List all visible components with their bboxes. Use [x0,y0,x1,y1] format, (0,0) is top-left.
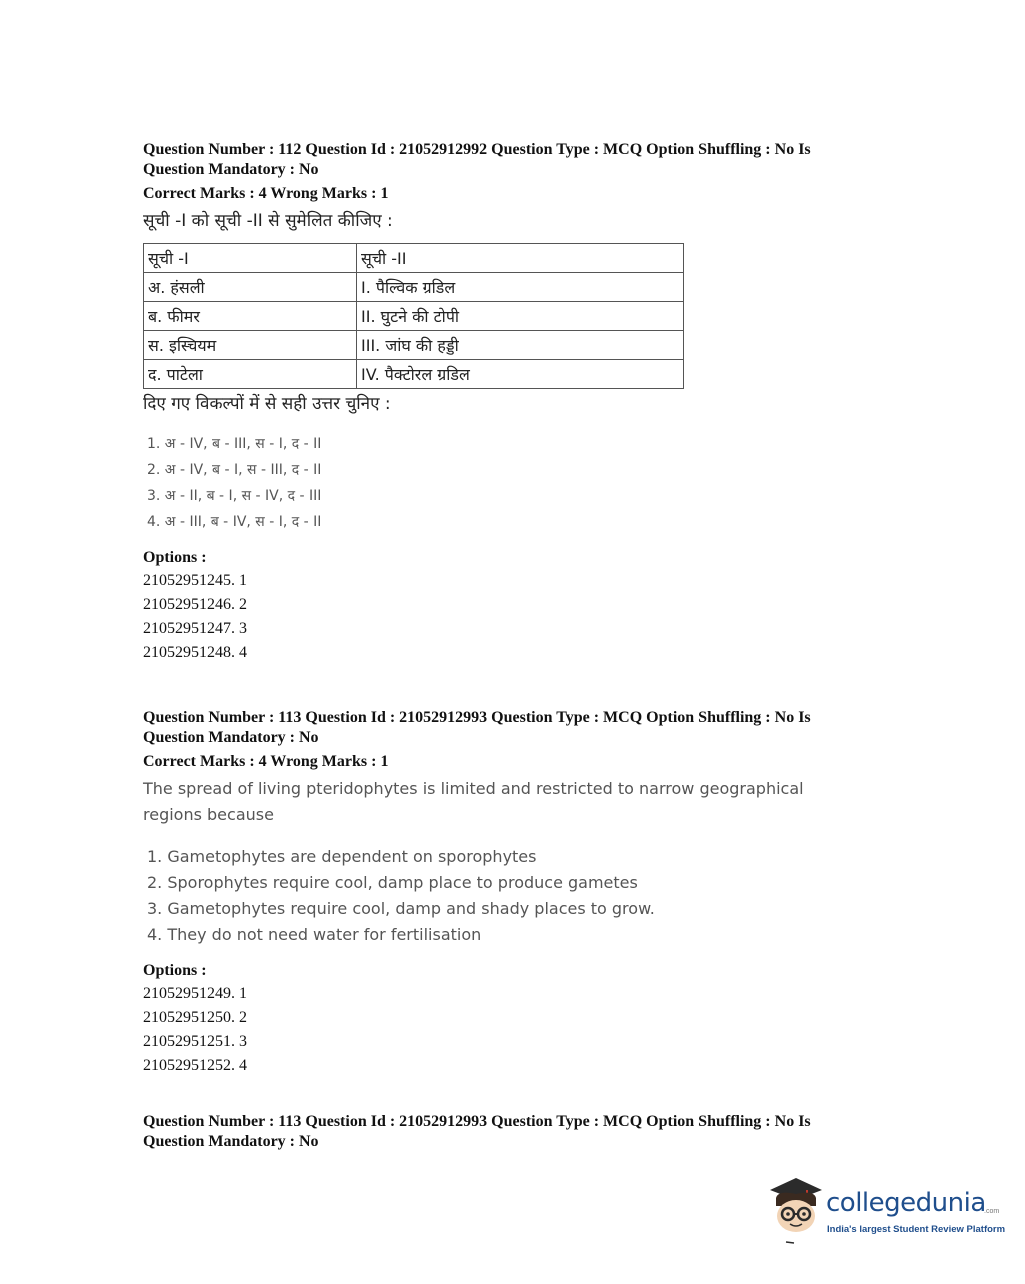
table-cell: IV. पैक्टोरल ग्रडिल [357,360,684,389]
answer-choice: 1. Gametophytes are dependent on sporophytes [147,847,537,866]
table-cell: ब. फीमर [144,302,357,331]
options-list [143,569,883,665]
matching-table [143,243,684,389]
option-item: 21052951249. 1 [143,985,247,1002]
question-text: The spread of living pteridophytes is limited and restricted to narrow geographical regions because [143,779,804,824]
option-item: 21052951250. 2 [143,1009,247,1026]
table-cell: सूची -II [357,244,684,273]
question-prompt: दिए गए विकल्पों में से सही उत्तर चुनिए : [143,394,391,414]
option-item: 21052951247. 3 [143,620,247,637]
collegedunia-logo[interactable] [766,1176,1006,1246]
question-113-repeat [143,1112,883,1152]
question-header-line2: Question Mandatory : No [143,1133,319,1150]
table-cell: II. घुटने की टोपी [357,302,684,331]
answer-choice: 2. अ - IV, ब - I, स - III, द - II [147,462,322,478]
option-item: 21052951252. 4 [143,1057,247,1074]
question-instruction: सूची -I को सूची -II से सुमेलित कीजिए : [143,211,393,231]
question-marks: Correct Marks : 4 Wrong Marks : 1 [143,185,389,202]
answer-choice: 4. They do not need water for fertilisation [147,925,482,944]
table-cell: सूची -I [144,244,357,273]
answer-choices [143,844,883,948]
question-header [143,1112,883,1152]
logo-wordmark: collegedunia [826,1188,986,1218]
option-item: 21052951246. 2 [143,596,247,613]
answer-choices [143,431,883,535]
answer-choice: 3. अ - II, ब - I, स - IV, द - III [147,488,322,504]
answer-choice: 4. अ - III, ब - IV, स - I, द - II [147,514,322,530]
options-list [143,982,883,1078]
logo-dotcom: .com [984,1208,1000,1215]
question-header [143,708,883,748]
mascot-icon [766,1176,826,1246]
option-item: 21052951245. 1 [143,572,247,589]
option-item: 21052951248. 4 [143,644,247,661]
table-cell: III. जांघ की हड्डी [357,331,684,360]
logo-tagline: India's largest Student Review Platform [827,1224,1006,1235]
question-marks: Correct Marks : 4 Wrong Marks : 1 [143,753,389,770]
table-cell: द. पाटेला [144,360,357,389]
options-title: Options : [143,962,207,979]
table-row [144,273,684,302]
question-header-line1: Question Number : 113 Question Id : 21052912993 Question Type : MCQ Option Shuffling : No Is [143,709,811,726]
table-row [144,302,684,331]
question-header-line1: Question Number : 113 Question Id : 21052912993 Question Type : MCQ Option Shuffling : No Is [143,1113,811,1130]
question-header-line1: Question Number : 112 Question Id : 21052912992 Question Type : MCQ Option Shuffling : No Is [143,141,811,158]
question-header [143,140,883,180]
table-row [144,360,684,389]
question-header-line2: Question Mandatory : No [143,729,319,746]
table-row [144,244,684,273]
option-item: 21052951251. 3 [143,1033,247,1050]
table-row [144,331,684,360]
question-112 [143,140,883,665]
question-header-line2: Question Mandatory : No [143,161,319,178]
question-113 [143,708,883,1078]
table-cell: स. इस्चियम [144,331,357,360]
answer-choice: 2. Sporophytes require cool, damp place to produce gametes [147,873,638,892]
table-cell: अ. हंसली [144,273,357,302]
options-title: Options : [143,549,207,566]
answer-choice: 3. Gametophytes require cool, damp and shady places to grow. [147,899,655,918]
answer-choice: 1. अ - IV, ब - III, स - I, द - II [147,436,322,452]
table-cell: I. पैल्विक ग्रडिल [357,273,684,302]
